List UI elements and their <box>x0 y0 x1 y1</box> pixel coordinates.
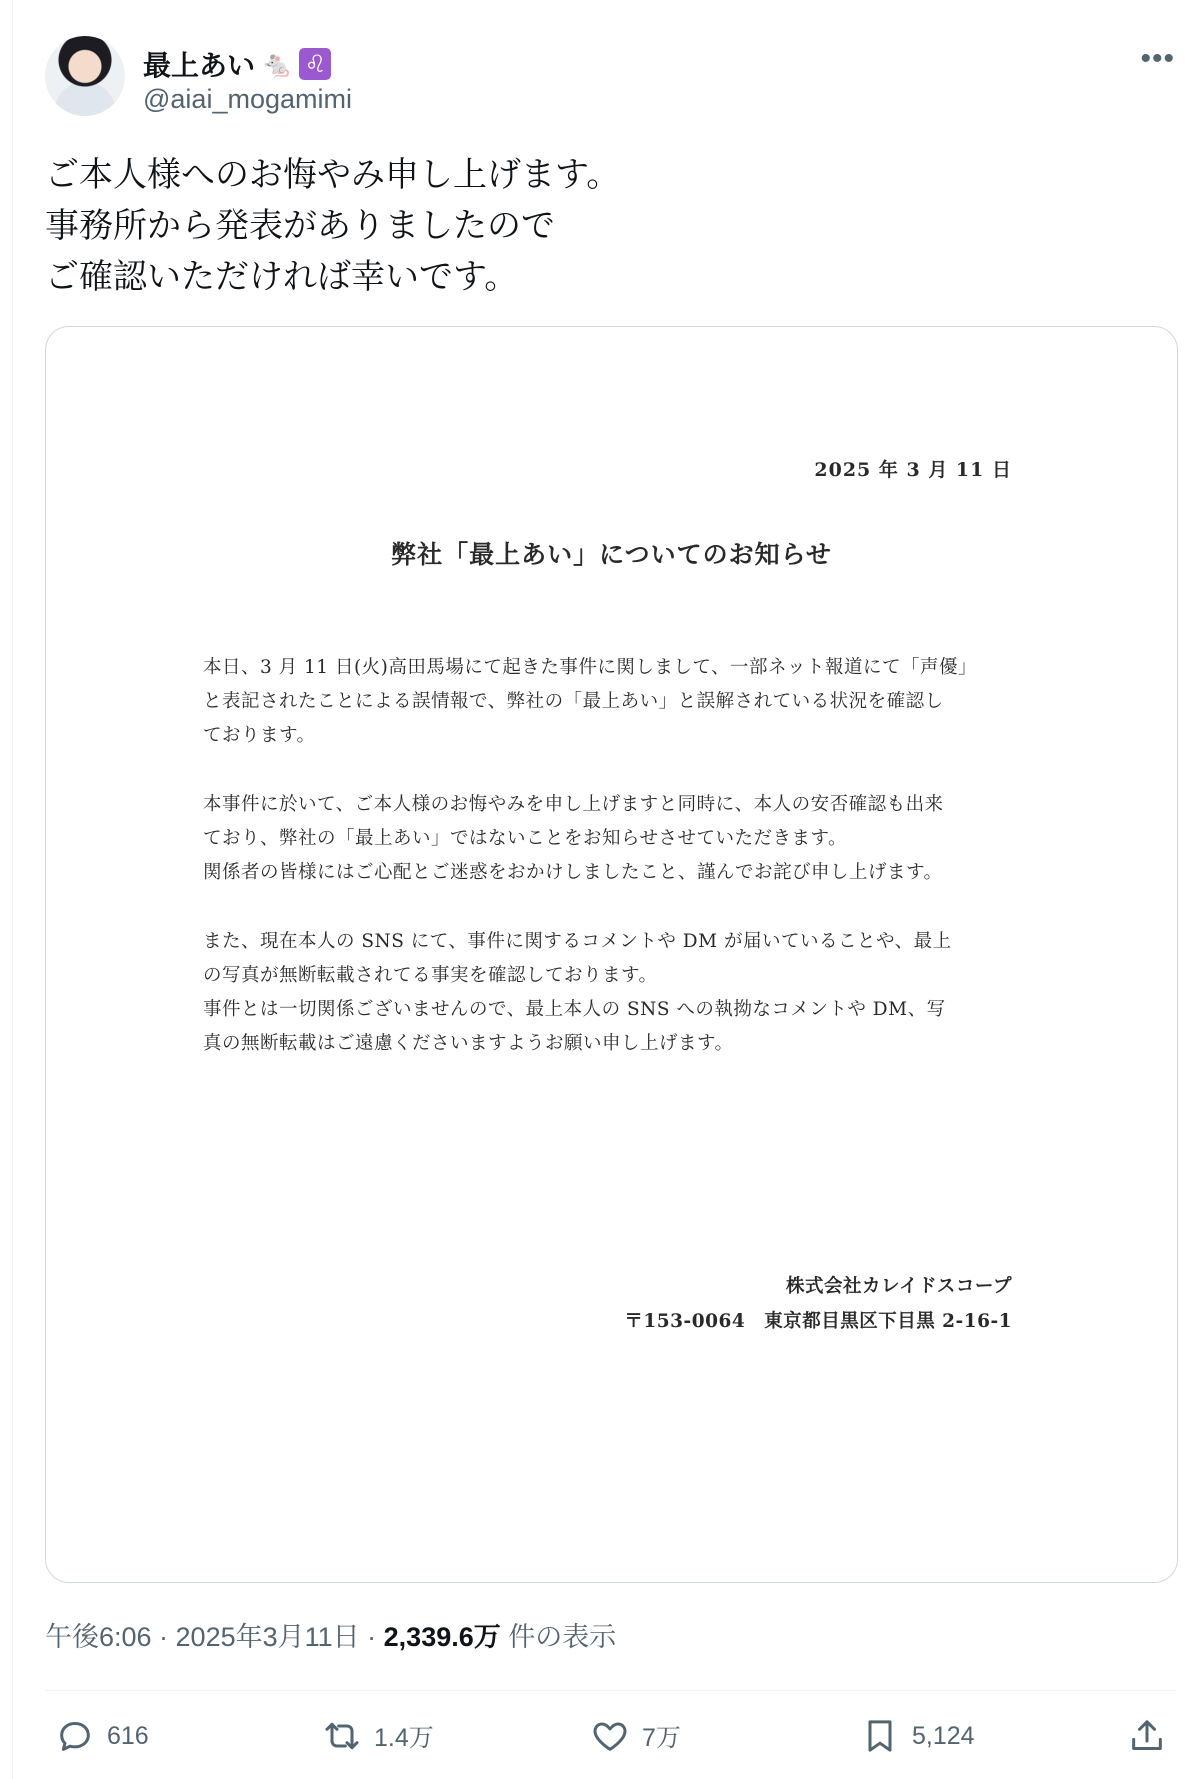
bookmark-count: 5,124 <box>912 1721 975 1750</box>
document-line: 本日、3 月 11 日(火)高田馬場にて起きた事件に関しまして、一部ネット報道にて「声優」 <box>203 657 978 678</box>
document-line: また、現在本人の SNS にて、事件に関するコメントや DM が届いていることや、最上 <box>203 931 952 952</box>
tweet-text-line: ご本人様へのお悔やみ申し上げます。 <box>45 156 621 194</box>
document-line: ており、弊社の「最上あい」ではないことをお知らせさせていただきます。 <box>203 828 847 849</box>
document-title: 弊社「最上あい」についてのお知らせ <box>391 540 832 569</box>
like-button[interactable] <box>590 1716 681 1756</box>
reply-icon <box>55 1716 95 1756</box>
document-signature <box>624 1269 1012 1339</box>
announcement-document <box>46 327 1177 1582</box>
document-paragraph <box>203 651 1023 753</box>
more-options-icon[interactable]: ••• <box>1140 42 1175 75</box>
company-address: 〒153-0064 東京都目黒区下目黒 2-16-1 <box>624 1311 1012 1332</box>
share-icon <box>1127 1716 1167 1756</box>
bookmark-icon <box>860 1716 900 1756</box>
leo-sign-icon: ♌ <box>299 48 331 80</box>
like-count: 7万 <box>642 1724 681 1752</box>
document-line: 事件とは一切関係ございませんので、最上本人の SNS への執拗なコメントや DM、写 <box>203 999 946 1020</box>
company-name: 株式会社カレイドスコープ <box>786 1276 1012 1297</box>
divider <box>45 1690 1176 1691</box>
user-handle[interactable]: @aiai_mogamimi <box>143 84 352 114</box>
action-bar <box>45 1716 1176 1766</box>
document-line: と表記されたことによる誤情報で、弊社の「最上あい」と誤解されている状況を確認し <box>203 691 944 712</box>
view-label: 件の表示 <box>500 1622 617 1652</box>
tweet-text-line: ご確認いただければ幸いです。 <box>45 258 519 296</box>
bookmark-button[interactable] <box>860 1716 975 1756</box>
document-paragraph <box>203 788 1023 890</box>
document-line: の写真が無断転載されてる事実を確認しております。 <box>203 965 658 986</box>
retweet-icon <box>322 1716 362 1756</box>
retweet-count: 1.4万 <box>374 1724 434 1752</box>
view-count: 2,339.6万 <box>383 1622 501 1652</box>
tweet-text <box>45 150 1145 303</box>
attached-image[interactable] <box>45 326 1178 1583</box>
display-name[interactable]: 最上あい <box>143 50 256 81</box>
retweet-button[interactable] <box>322 1716 434 1756</box>
tweet-meta <box>45 1615 616 1654</box>
document-date: 2025 年 3 月 11 日 <box>814 459 1012 481</box>
tweet-text-line: 事務所から発表がありましたので <box>45 207 555 245</box>
reply-button[interactable] <box>55 1716 149 1756</box>
name-row <box>143 44 331 84</box>
reply-count: 616 <box>107 1721 149 1750</box>
timestamp[interactable]: 午後6:06 · 2025年3月11日 · <box>45 1622 384 1652</box>
document-line: 真の無断転載はご遠慮くださいますようお願い申し上げます。 <box>203 1033 734 1054</box>
heart-icon <box>590 1716 630 1756</box>
share-button[interactable] <box>1127 1716 1167 1756</box>
avatar[interactable] <box>45 36 125 116</box>
document-paragraph <box>203 925 1023 1061</box>
document-line: 関係者の皆様にはご心配とご迷惑をおかけしましたこと、謹んでお詫び申し上げます。 <box>203 862 943 883</box>
document-line: 本事件に於いて、ご本人様のお悔やみを申し上げますと同時に、本人の安否確認も出来 <box>203 794 944 815</box>
document-line: ております。 <box>203 725 316 746</box>
timeline-border <box>12 0 13 1779</box>
mouse-emoji-icon: 🐁 <box>261 49 294 79</box>
tweet-header <box>45 36 1175 118</box>
